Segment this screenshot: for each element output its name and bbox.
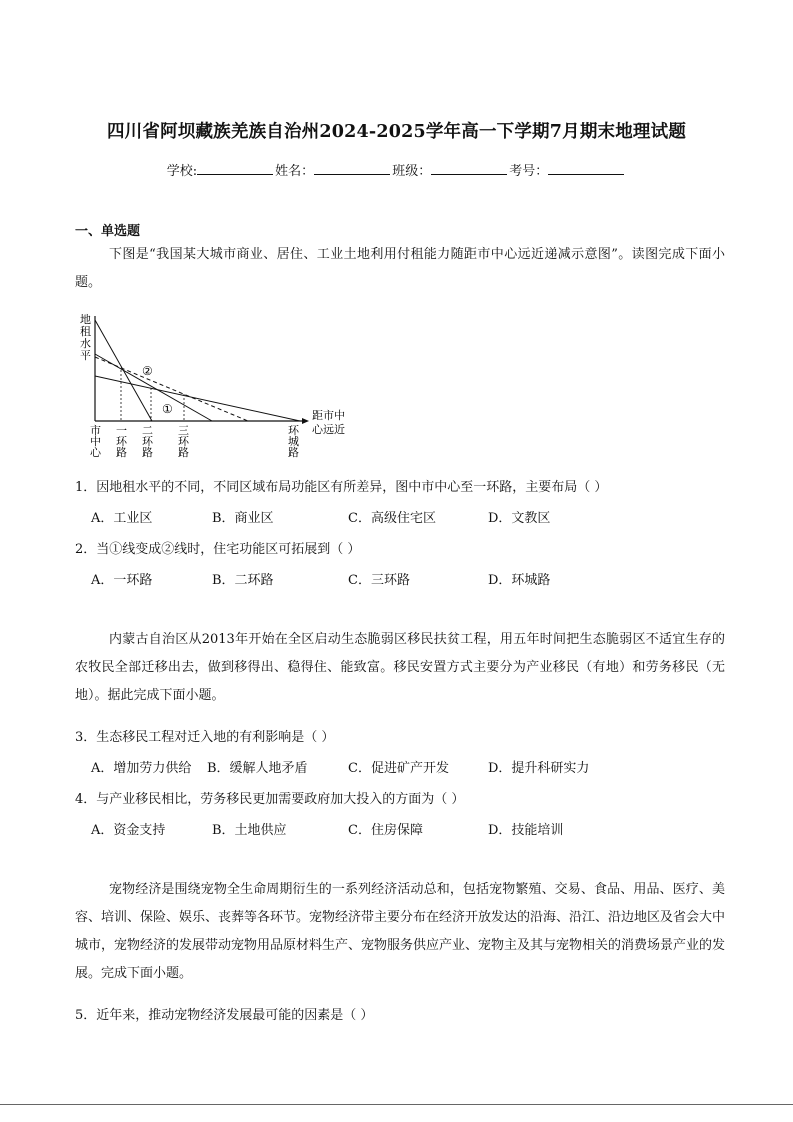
page-bottom-rule [0,1104,793,1105]
curve-2-label: ② [142,364,153,378]
q1-option-b[interactable]: B．商业区 [212,511,274,526]
tick-ring-3-c1: 三 [178,424,189,437]
question-1-stem: 1．因地租水平的不同，不同区域布局功能区有所差异，图中市中心至一环路，主要布局（ ） [75,480,608,495]
student-info-line [0,160,793,179]
passage-2: 内蒙古自治区从2013年开始在全区启动生态脆弱区移民扶贫工程，用五年时间把生态脆弱区不适宜生存的农牧民全部迁移出去，做到移得出、稳得住、能致富。移民安置方式主要分为产业移民（有地）和劳务移民（无地）。据此完成下面小题。 [75,632,725,703]
tick-ring-3 [178,424,190,459]
name-blank[interactable] [314,164,390,175]
tick-city-ring-c3: 路 [288,446,299,459]
name-label: 姓名： [275,164,315,179]
q2-option-a[interactable]: A．一环路 [91,573,153,588]
tick-city-center [90,424,102,459]
school-label: 学校: [166,164,198,179]
passage-1: 下图是“我国某大城市商业、居住、工业土地利用付租能力随距市中心远近递减示意图”。读图完成下面小题。 [75,247,725,290]
tick-ring-1 [116,424,128,459]
y-label-4: 平 [80,349,91,362]
tick-city-center-c2: 中 [90,435,101,448]
q3-option-c[interactable]: C．促进矿产开发 [348,761,449,776]
q3-option-a[interactable]: A．增加劳力供给 [91,761,192,776]
tick-ring-2-c1: 二 [142,424,153,437]
tick-ring-3-c2: 环 [178,435,189,448]
tick-city-ring [288,424,300,459]
tick-ring-3-c3: 路 [178,446,189,459]
tick-city-ring-c2: 城 [288,435,299,448]
exam-no-blank[interactable] [548,164,624,175]
q2-option-c[interactable]: C．三环路 [348,573,410,588]
tick-ring-2 [142,424,154,459]
q3-option-b[interactable]: B．缓解人地矛盾 [207,761,308,776]
class-blank[interactable] [431,164,507,175]
class-label: 班级： [392,164,432,179]
question-5-stem: 5．近年来，推动宠物经济发展最可能的因素是（ ） [75,1008,374,1023]
y-label-2: 租 [80,325,91,338]
tick-ring-1-c3: 路 [116,446,127,459]
q4-option-c[interactable]: C．住房保障 [348,823,423,838]
y-label-3: 水 [80,337,91,350]
tick-ring-1-c1: 一 [116,424,127,437]
x-label-1: 距市中 [312,409,345,422]
section-heading: 一、单选题 [75,224,141,239]
tick-ring-2-c2: 环 [142,435,153,448]
exam-no-label: 考号： [509,164,549,179]
school-blank[interactable] [197,164,273,175]
q4-option-d[interactable]: D．技能培训 [488,823,564,838]
x-axis-arrow [302,418,309,424]
tick-ring-2-c3: 路 [142,446,153,459]
land-rent-diagram [78,308,368,464]
y-label-1: 地 [80,313,91,326]
tick-city-ring-c1: 环 [288,424,299,437]
curve-1-label: ① [162,402,173,416]
q2-option-d[interactable]: D．环城路 [488,573,551,588]
question-3-stem: 3．生态移民工程对迁入地的有利影响是（ ） [75,730,335,745]
tick-city-center-c3: 心 [90,446,101,459]
passage-3: 宠物经济是围绕宠物全生命周期衍生的一系列经济活动总和，包括宠物繁殖、交易、食品、用品、医疗、美容、培训、保险、娱乐、丧葬等各环节。宠物经济带主要分布在经济开放发达的沿海、沿江、沿边地区及省会大中城市，宠物经济的发展带动宠物用品原材料生产、宠物服务供应产业、宠物主及其与宠物相关的消费场景产业的发展。完成下面小题。 [75,882,726,981]
q1-option-d[interactable]: D．文教区 [488,511,551,526]
x-label-2: 心远近 [312,423,345,436]
question-4-stem: 4．与产业移民相比，劳务移民更加需要政府加大投入的方面为（ ） [75,792,465,807]
q3-option-d[interactable]: D．提升科研实力 [488,761,590,776]
tick-ring-1-c2: 环 [116,435,127,448]
q1-option-c[interactable]: C．高级住宅区 [348,511,436,526]
q4-option-a[interactable]: A．资金支持 [91,823,166,838]
tick-city-center-c1: 市 [90,424,101,437]
q4-option-b[interactable]: B．土地供应 [212,823,287,838]
industrial-curve [95,376,300,421]
q1-option-a[interactable]: A．工业区 [91,511,153,526]
residential-curve-1 [95,354,212,421]
exam-title: 四川省阿坝藏族羌族自治州2024-2025学年高一下学期7月期末地理试题 [106,122,687,142]
q2-option-b[interactable]: B．二环路 [212,573,274,588]
question-2-stem: 2．当①线变成②线时，住宅功能区可拓展到（ ） [75,542,361,557]
